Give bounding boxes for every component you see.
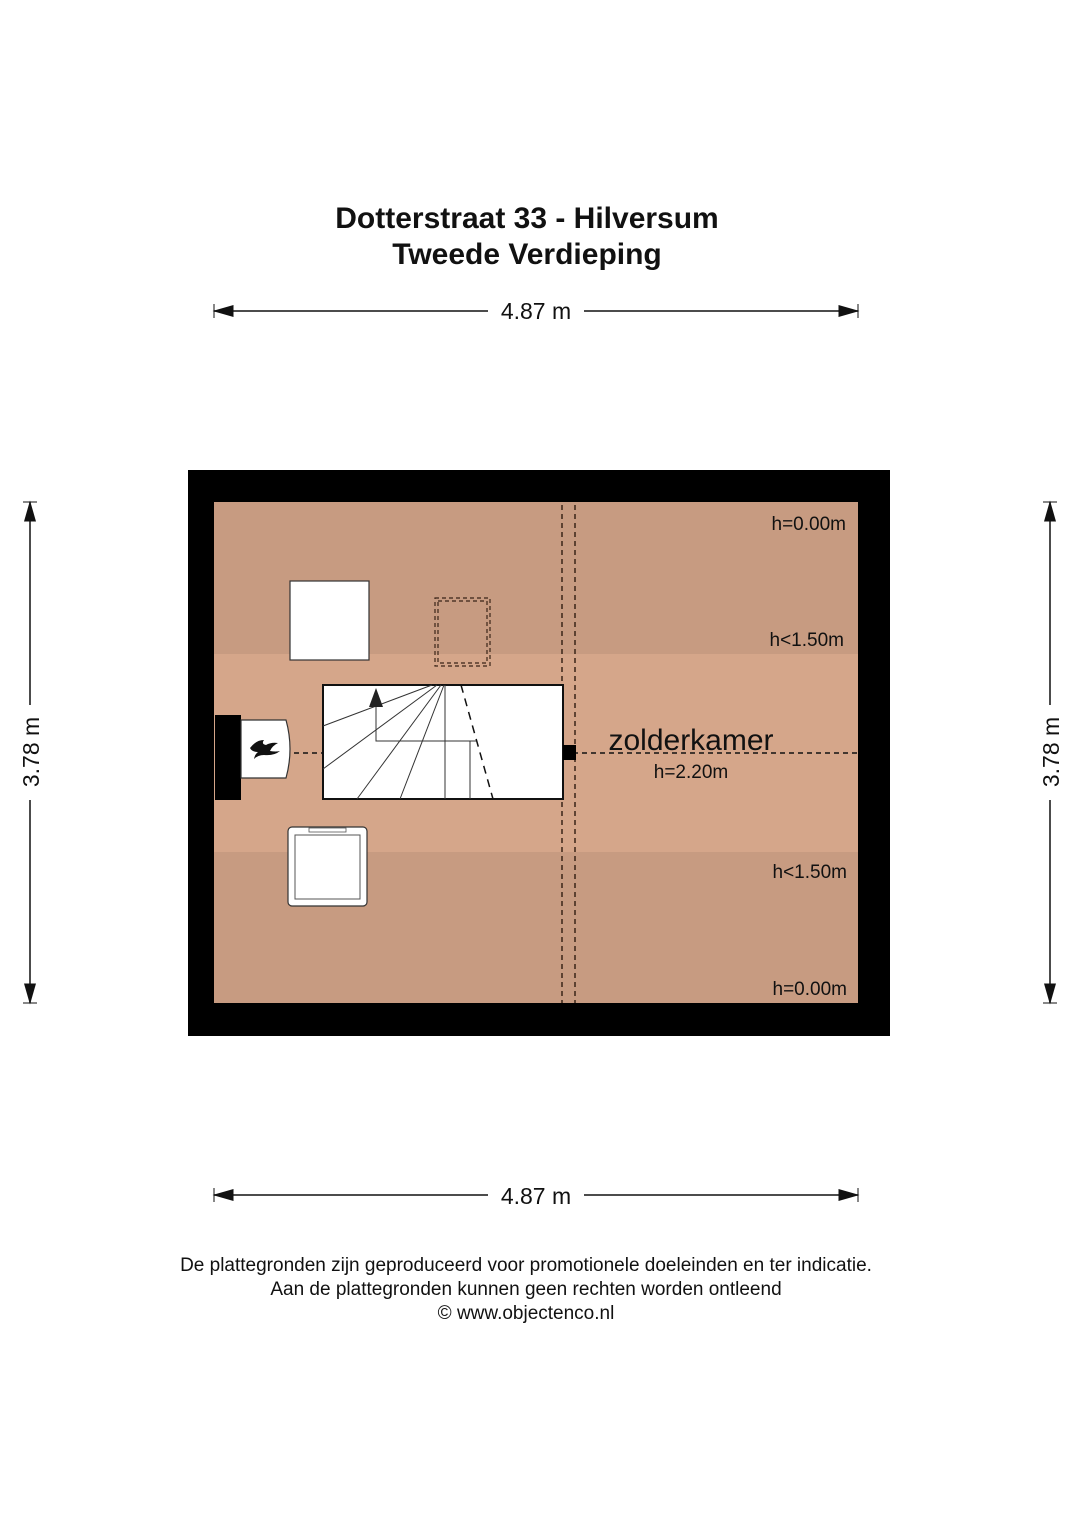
dimension-bottom-label: 4.87 m xyxy=(500,1183,572,1209)
height-bottom-band: h<1.50m xyxy=(772,862,847,883)
height-top-edge: h=0.00m xyxy=(771,514,846,535)
height-top-band: h<1.50m xyxy=(769,630,844,651)
dimension-bottom xyxy=(214,1183,858,1209)
staircase xyxy=(323,685,563,799)
dimension-left-label: 3.78 m xyxy=(18,716,44,788)
dimension-left xyxy=(18,502,44,1003)
boiler xyxy=(241,720,290,778)
dimension-right-label: 3.78 m xyxy=(1038,716,1064,788)
washing-machine xyxy=(288,827,367,906)
dimension-top xyxy=(214,298,858,324)
footer-line-2: Aan de plattegronden kunnen geen rechten worden ontleend xyxy=(270,1279,782,1300)
chimney xyxy=(215,715,241,800)
title-line-2: Tweede Verdieping xyxy=(392,238,662,271)
cabinet-top xyxy=(290,581,369,660)
height-bottom-edge: h=0.00m xyxy=(772,979,847,1000)
footer-line-3: © www.objectenco.nl xyxy=(437,1303,615,1324)
title-line-1: Dotterstraat 33 - Hilversum xyxy=(335,202,719,235)
post xyxy=(563,745,576,760)
dimension-top-label: 4.87 m xyxy=(500,298,572,324)
footer-line-1: De plattegronden zijn geproduceerd voor promotionele doeleinden en ter indicatie. xyxy=(180,1255,872,1276)
dimension-right xyxy=(1038,502,1064,1003)
room-height: h=2.20m xyxy=(653,762,729,783)
room-name: zolderkamer xyxy=(608,724,774,757)
